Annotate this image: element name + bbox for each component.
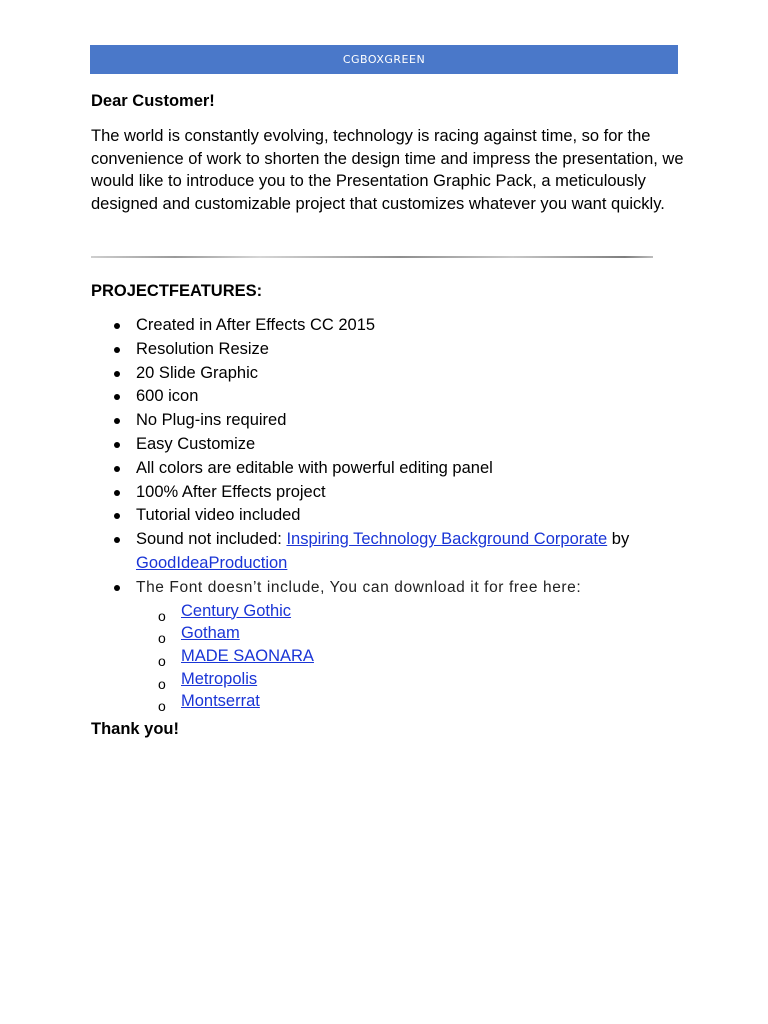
font-item <box>136 600 768 623</box>
list-item <box>0 338 768 362</box>
list-item <box>0 433 768 457</box>
font-link[interactable]: MADE SAONARA <box>181 646 314 665</box>
list-item <box>0 314 768 338</box>
track-link[interactable]: Inspiring Technology Background Corporate <box>286 530 608 549</box>
fonts-list <box>136 600 768 714</box>
author-link[interactable]: GoodIdeaProduction <box>136 553 288 572</box>
font-item <box>136 668 768 691</box>
list-item-fonts <box>0 576 768 713</box>
sound-prefix: Sound not included: <box>136 530 287 549</box>
list-item <box>0 409 768 433</box>
font-item <box>136 645 768 668</box>
bullet-icon <box>114 490 120 496</box>
bullet-icon <box>114 466 120 472</box>
font-link[interactable]: Metropolis <box>181 669 258 688</box>
header-banner <box>90 45 678 74</box>
feature-text: Resolution Resize <box>136 339 269 358</box>
circle-bullet-icon: o <box>158 675 166 692</box>
bullet-icon <box>114 442 120 448</box>
font-link[interactable]: Gotham <box>181 624 240 643</box>
divider <box>91 256 653 258</box>
circle-bullet-icon: o <box>158 607 166 624</box>
feature-text: No Plug-ins required <box>136 411 287 430</box>
bullet-icon <box>114 537 120 543</box>
list-item-sound <box>0 528 768 576</box>
list-item <box>0 504 768 528</box>
feature-text: Created in After Effects CC 2015 <box>136 316 376 334</box>
font-link[interactable]: Century Gothic <box>181 601 292 620</box>
feature-text: Tutorial video included <box>136 506 301 525</box>
bullet-icon <box>114 513 120 519</box>
list-item <box>0 457 768 481</box>
list-item <box>0 481 768 505</box>
bullet-icon <box>114 371 120 377</box>
bullet-icon <box>114 323 120 329</box>
bullet-icon <box>114 585 120 591</box>
sound-by: by <box>607 530 630 549</box>
font-link[interactable]: Montserrat <box>181 692 260 711</box>
circle-bullet-icon: o <box>158 630 166 647</box>
intro-paragraph: The world is constantly evolving, technology is racing against time, so for the convenience of work to shorten the design time and impress the presentation, we would like to introduce you to the Presentation Graphic Pack, a meticulously designed and customizable project that customizes whatever you want quickly. <box>91 127 684 213</box>
feature-text: 600 icon <box>136 387 199 406</box>
bullet-icon <box>114 347 120 353</box>
banner-text: CGBOXGREEN <box>342 53 426 66</box>
feature-text: 20 Slide Graphic <box>136 363 258 382</box>
font-item <box>136 622 768 645</box>
list-item <box>0 385 768 409</box>
feature-text: Easy Customize <box>136 434 256 453</box>
greeting: Dear Customer! <box>91 92 215 110</box>
features-heading: PROJECTFEATURES: <box>91 282 263 300</box>
circle-bullet-icon: o <box>158 698 166 715</box>
feature-text: 100% After Effects project <box>136 482 326 501</box>
features-list <box>0 314 768 713</box>
font-note: The Font doesn’t include, You can download it for free here: <box>136 578 582 596</box>
bullet-icon <box>114 418 120 424</box>
bullet-icon <box>114 394 120 400</box>
feature-text: All colors are editable with powerful editing panel <box>136 458 493 477</box>
list-item <box>0 362 768 386</box>
circle-bullet-icon: o <box>158 652 166 669</box>
font-item <box>136 690 768 713</box>
closing: Thank you! <box>91 720 180 738</box>
